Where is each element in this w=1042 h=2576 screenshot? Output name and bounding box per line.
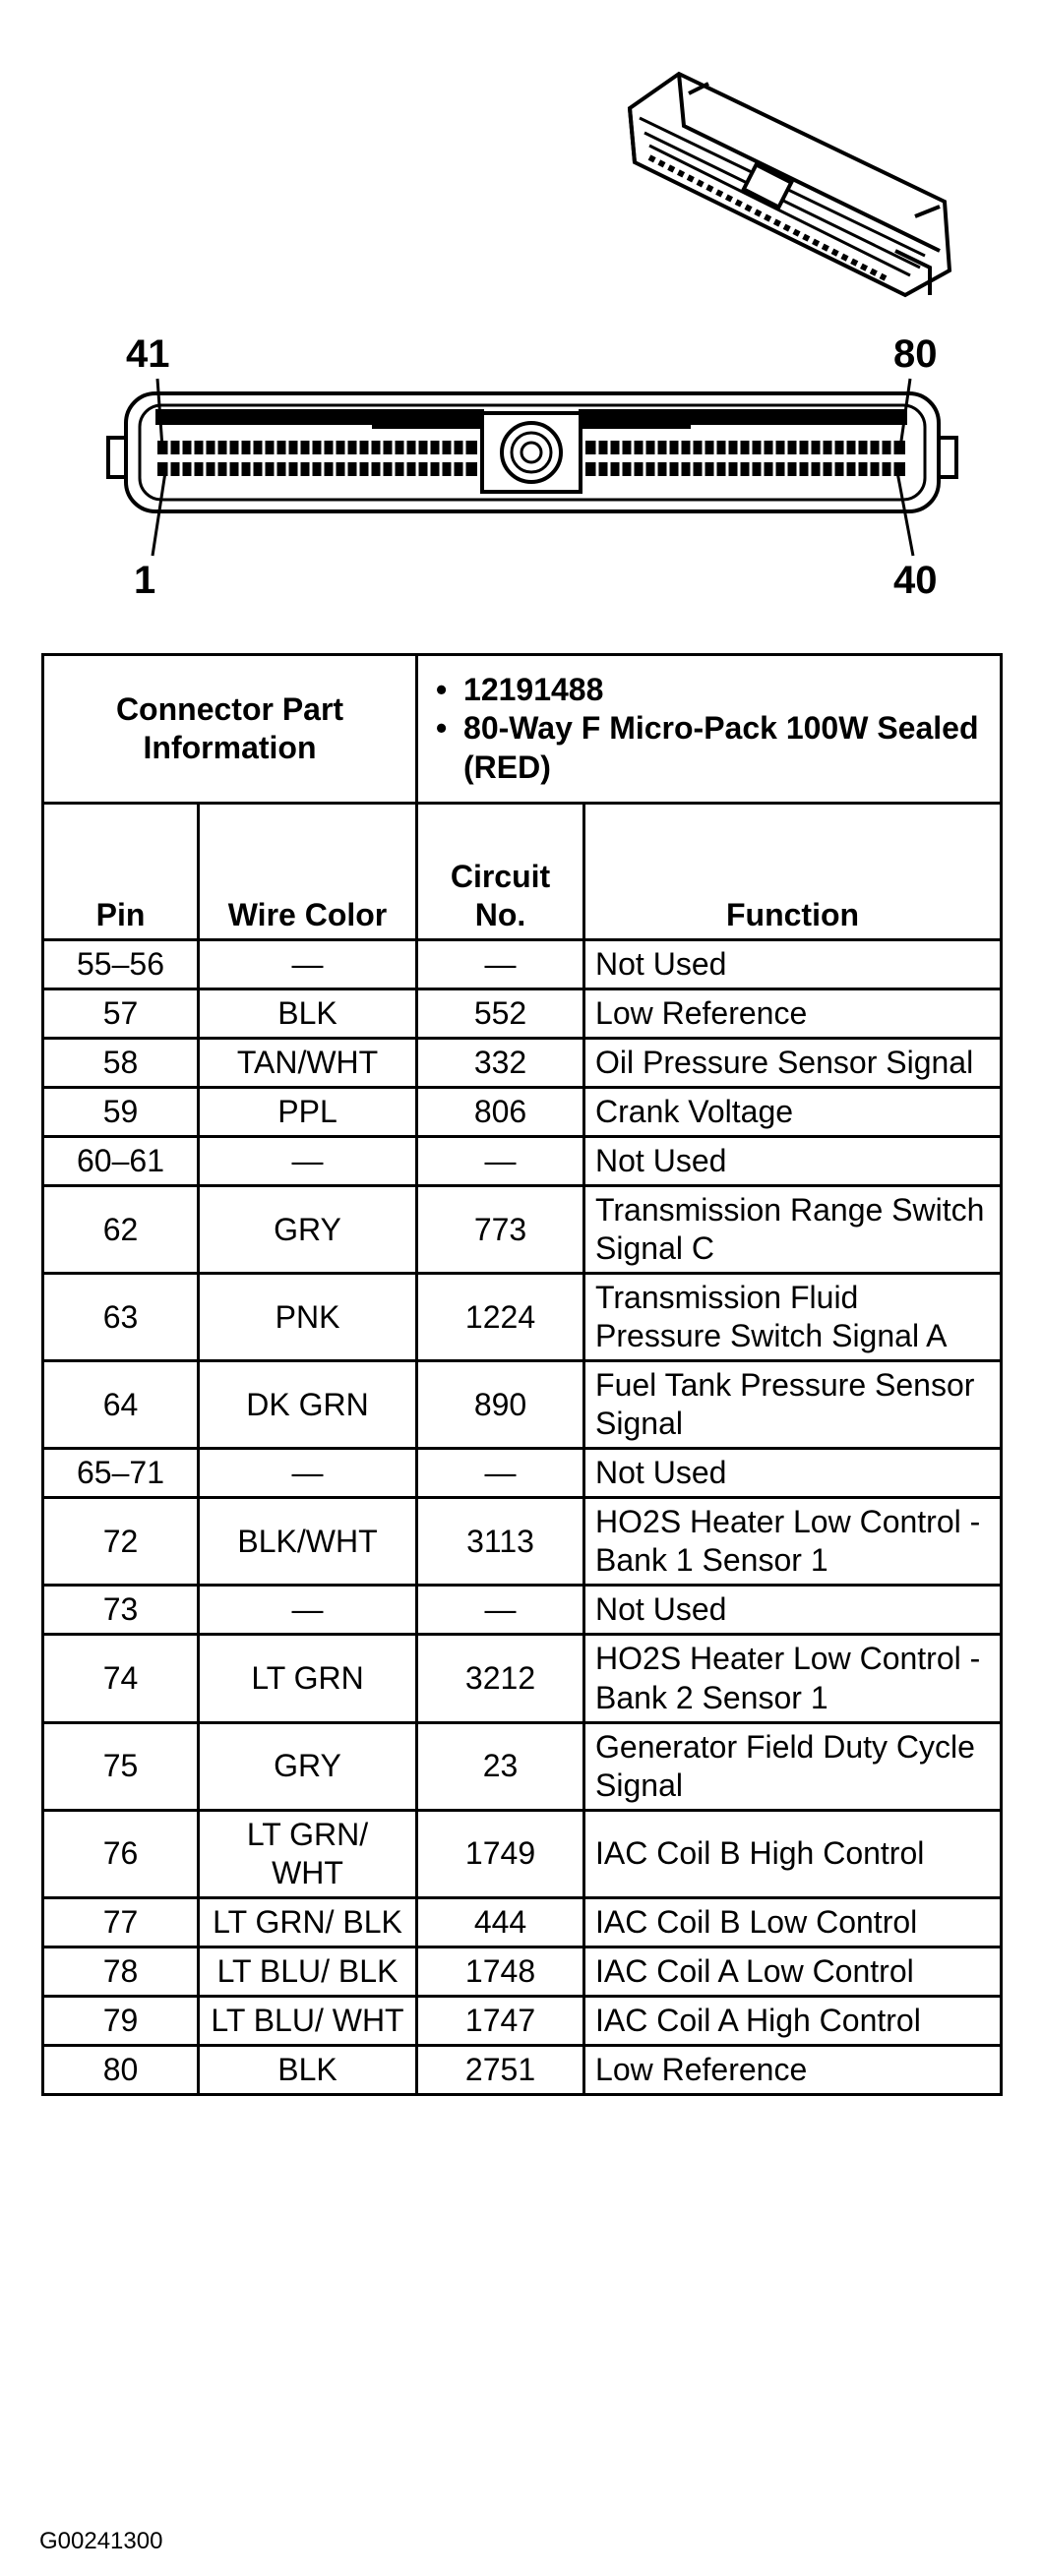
wire-color-cell: PPL xyxy=(199,1088,417,1137)
table-row xyxy=(43,2045,1002,2094)
table-info-row xyxy=(43,655,1002,804)
pinout-table-body xyxy=(43,940,1002,2095)
connector-pinout-table xyxy=(41,653,1003,2096)
column-header-pin: Pin xyxy=(43,804,199,940)
table-row xyxy=(43,1722,1002,1810)
circuit-number-cell: 1747 xyxy=(417,1996,584,2045)
table-row xyxy=(43,1498,1002,1586)
pin-cell: 57 xyxy=(43,989,199,1039)
pin-label-41: 41 xyxy=(126,332,170,376)
pin-cell: 76 xyxy=(43,1810,199,1897)
part-number: 12191488 xyxy=(463,672,604,708)
circuit-number-cell: 1749 xyxy=(417,1810,584,1897)
function-cell: IAC Coil A High Control xyxy=(584,1996,1002,2045)
connector-face-view xyxy=(108,379,956,556)
wire-color-cell: — xyxy=(199,1586,417,1635)
wire-color-cell: LT BLU/ WHT xyxy=(199,1996,417,2045)
pin-cell: 65–71 xyxy=(43,1449,199,1498)
pin-cell: 55–56 xyxy=(43,940,199,989)
wire-color-cell: — xyxy=(199,940,417,989)
pin-cell: 77 xyxy=(43,1897,199,1947)
bullet-icon: • xyxy=(436,710,448,747)
circuit-number-cell: 1748 xyxy=(417,1947,584,1996)
wire-color-cell: BLK xyxy=(199,989,417,1039)
circuit-number-cell: 3212 xyxy=(417,1635,584,1722)
column-header-function: Function xyxy=(584,804,1002,940)
wire-color-cell: LT GRN/ BLK xyxy=(199,1897,417,1947)
pin-cell: 72 xyxy=(43,1498,199,1586)
table-row xyxy=(43,1361,1002,1449)
bullet-icon: • xyxy=(436,672,448,708)
wire-color-cell: LT BLU/ BLK xyxy=(199,1947,417,1996)
column-header-wire-color: Wire Color xyxy=(199,804,417,940)
wire-color-cell: TAN/WHT xyxy=(199,1039,417,1088)
pin-cell: 62 xyxy=(43,1186,199,1274)
circuit-number-cell: 3113 xyxy=(417,1498,584,1586)
part-number-line xyxy=(436,671,990,709)
table-row xyxy=(43,1586,1002,1635)
pin-cell: 60–61 xyxy=(43,1137,199,1186)
function-cell: Not Used xyxy=(584,1586,1002,1635)
pin-cell: 80 xyxy=(43,2045,199,2094)
column-header-circuit-no: Circuit No. xyxy=(417,804,584,940)
table-row xyxy=(43,1137,1002,1186)
circuit-number-cell: 2751 xyxy=(417,2045,584,2094)
pin-cell: 64 xyxy=(43,1361,199,1449)
circuit-number-cell: 1224 xyxy=(417,1274,584,1361)
wire-color-cell: — xyxy=(199,1449,417,1498)
pin-label-40: 40 xyxy=(893,559,938,602)
table-row xyxy=(43,1897,1002,1947)
function-cell: IAC Coil B Low Control xyxy=(584,1897,1002,1947)
function-cell: HO2S Heater Low Control - Bank 1 Sensor 1 xyxy=(584,1498,1002,1586)
function-cell: Crank Voltage xyxy=(584,1088,1002,1137)
pin-cell: 78 xyxy=(43,1947,199,1996)
function-cell: Low Reference xyxy=(584,2045,1002,2094)
circuit-number-cell: 23 xyxy=(417,1722,584,1810)
function-cell: Transmission Fluid Pressure Switch Signal A xyxy=(584,1274,1002,1361)
function-cell: Not Used xyxy=(584,1449,1002,1498)
function-cell: Transmission Range Switch Signal C xyxy=(584,1186,1002,1274)
function-cell: Generator Field Duty Cycle Signal xyxy=(584,1722,1002,1810)
part-description: 80-Way F Micro-Pack 100W Sealed (RED) xyxy=(463,710,979,785)
pin-cell: 74 xyxy=(43,1635,199,1722)
connector-diagram xyxy=(0,0,1042,620)
function-cell: Fuel Tank Pressure Sensor Signal xyxy=(584,1361,1002,1449)
function-cell: Low Reference xyxy=(584,989,1002,1039)
table-row xyxy=(43,1810,1002,1897)
pin-cell: 63 xyxy=(43,1274,199,1361)
circuit-number-cell: 332 xyxy=(417,1039,584,1088)
pin-cell: 59 xyxy=(43,1088,199,1137)
circuit-number-cell: 806 xyxy=(417,1088,584,1137)
pin-label-1: 1 xyxy=(134,559,156,602)
part-description-line xyxy=(436,709,990,786)
function-cell: IAC Coil B High Control xyxy=(584,1810,1002,1897)
wire-color-cell: LT GRN xyxy=(199,1635,417,1722)
function-cell: Not Used xyxy=(584,940,1002,989)
pin-cell: 58 xyxy=(43,1039,199,1088)
connector-info-label: Connector Part Information xyxy=(43,655,417,804)
circuit-number-cell: 890 xyxy=(417,1361,584,1449)
wire-color-cell: PNK xyxy=(199,1274,417,1361)
table-row xyxy=(43,1635,1002,1722)
pin-cell: 73 xyxy=(43,1586,199,1635)
connector-illustration xyxy=(0,0,1042,620)
table-row xyxy=(43,1039,1002,1088)
connector-part-details xyxy=(417,655,1002,804)
circuit-number-cell: — xyxy=(417,1449,584,1498)
circuit-number-cell: — xyxy=(417,940,584,989)
circuit-number-cell: 773 xyxy=(417,1186,584,1274)
connector-perspective-view xyxy=(630,74,950,295)
wire-color-cell: GRY xyxy=(199,1722,417,1810)
circuit-number-cell: 444 xyxy=(417,1897,584,1947)
function-cell: Oil Pressure Sensor Signal xyxy=(584,1039,1002,1088)
circuit-number-cell: — xyxy=(417,1137,584,1186)
table-row xyxy=(43,1449,1002,1498)
wire-color-cell: DK GRN xyxy=(199,1361,417,1449)
table-row xyxy=(43,1088,1002,1137)
column-header-row xyxy=(43,804,1002,940)
table-row xyxy=(43,1186,1002,1274)
circuit-number-cell: 552 xyxy=(417,989,584,1039)
table-row xyxy=(43,1947,1002,1996)
table-row xyxy=(43,989,1002,1039)
table-row xyxy=(43,1274,1002,1361)
table-row xyxy=(43,940,1002,989)
function-cell: HO2S Heater Low Control - Bank 2 Sensor 1 xyxy=(584,1635,1002,1722)
pin-cell: 75 xyxy=(43,1722,199,1810)
wire-color-cell: LT GRN/ WHT xyxy=(199,1810,417,1897)
function-cell: IAC Coil A Low Control xyxy=(584,1947,1002,1996)
figure-code: G00241300 xyxy=(39,2528,163,2554)
function-cell: Not Used xyxy=(584,1137,1002,1186)
circuit-number-cell: — xyxy=(417,1586,584,1635)
wire-color-cell: BLK xyxy=(199,2045,417,2094)
wire-color-cell: GRY xyxy=(199,1186,417,1274)
pin-label-80: 80 xyxy=(893,332,938,376)
wire-color-cell: — xyxy=(199,1137,417,1186)
wire-color-cell: BLK/WHT xyxy=(199,1498,417,1586)
pin-cell: 79 xyxy=(43,1996,199,2045)
table-row xyxy=(43,1996,1002,2045)
